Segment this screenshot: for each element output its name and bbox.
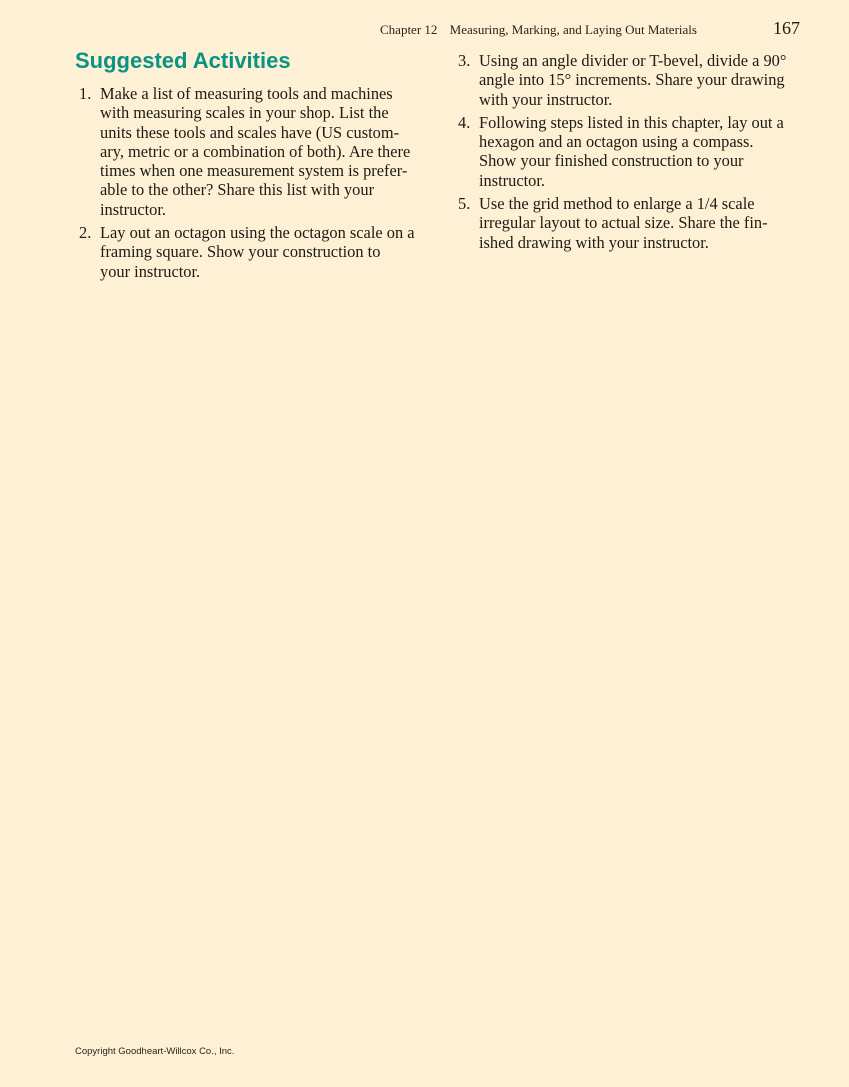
item-text-line: instructor. bbox=[479, 170, 546, 190]
section-heading: Suggested Activities bbox=[75, 48, 291, 73]
activity-item-1 bbox=[79, 84, 439, 219]
activity-item-2 bbox=[79, 223, 439, 281]
item-text-line: Show your finished construction to your bbox=[479, 151, 744, 171]
item-text-line: Using an angle divider or T-bevel, divide a 90° bbox=[479, 51, 787, 70]
item-text-line: with your instructor. bbox=[479, 89, 613, 109]
item-text-line: hexagon and an octagon using a compass. bbox=[479, 132, 754, 152]
item-text-line: angle into 15° increments. Share your drawing bbox=[479, 70, 785, 90]
item-text-line: Following steps listed in this chapter, lay out a bbox=[479, 112, 784, 132]
item-text-line: with measuring scales in your shop. List the bbox=[100, 103, 389, 123]
activity-item-3 bbox=[458, 51, 818, 109]
chapter-title: Measuring, Marking, and Laying Out Materials bbox=[449, 22, 697, 37]
item-text-line: your instructor. bbox=[100, 261, 201, 281]
item-text-line: units these tools and scales have (US custom- bbox=[100, 122, 400, 142]
activity-item-4 bbox=[458, 113, 818, 190]
item-text-line: ished drawing with your instructor. bbox=[479, 232, 709, 252]
copyright-footer: Copyright Goodheart-Willcox Co., Inc. bbox=[75, 1046, 235, 1057]
item-text-line: instructor. bbox=[100, 199, 167, 219]
item-text-line: Lay out an octagon using the octagon scale on a bbox=[100, 223, 415, 243]
item-text-line: Make a list of measuring tools and machines bbox=[100, 84, 393, 103]
item-text-line: able to the other? Share this list with your bbox=[100, 180, 375, 200]
item-number: 1. bbox=[79, 84, 92, 103]
item-text-line: irregular layout to actual size. Share the fin- bbox=[479, 213, 768, 233]
running-head bbox=[380, 22, 697, 38]
item-number: 5. bbox=[458, 194, 471, 214]
item-number: 3. bbox=[458, 51, 471, 70]
item-number: 4. bbox=[458, 112, 471, 132]
page-number: 167 bbox=[773, 18, 800, 38]
item-text-line: Use the grid method to enlarge a 1/4 scale bbox=[479, 194, 755, 214]
item-text-line: framing square. Show your construction to bbox=[100, 242, 381, 262]
item-text-line: ary, metric or a combination of both). Are there bbox=[100, 141, 411, 161]
item-number: 2. bbox=[79, 223, 92, 243]
chapter-number: Chapter 12 bbox=[380, 22, 438, 37]
right-column bbox=[458, 51, 818, 256]
left-column bbox=[79, 84, 439, 285]
activity-item-5 bbox=[458, 194, 818, 252]
item-text-line: times when one measurement system is prefer- bbox=[100, 161, 408, 181]
